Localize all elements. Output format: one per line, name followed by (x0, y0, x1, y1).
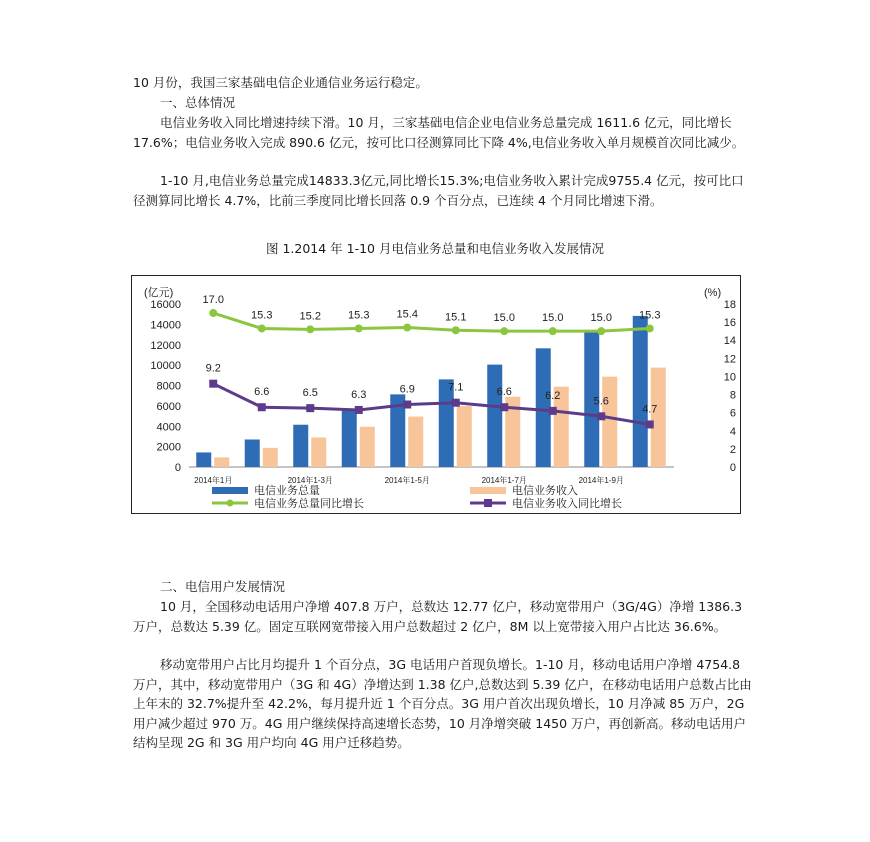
bar-total-volume (293, 425, 308, 467)
point-revenue-growth (258, 403, 266, 411)
section2-p2-text: 移动宽带用户占比月均提升 1 个百分点，3G 电话用户首现负增长。1-10 月，移动电话用户净增 4754.8 万户，其中，移动宽带用户（3G 和 4G）净增达到 1.38 亿户,总数达到 5.39 亿户，在移动电话用户总数占比由上年末的 32.7%提升至 42.2%，每月提升近 1 个百分点。3G 用户首次出现负增长，10 月净减 85 万户，2G 用户减少超过 970 万。4G 用户继续保持高速增长态势，10 月净增突破 1450 万户，再创新高。移动电话用户结构呈现 2G 和 3G 用户均向 4G 用户迁移趋势。 (133, 657, 752, 750)
y-left-tick-label: 2000 (156, 441, 181, 454)
legend-label: 电信业务总量同比增长 (254, 497, 364, 510)
data-label-revenue-growth: 6.5 (302, 387, 318, 400)
y-left-tick-label: 6000 (156, 400, 181, 413)
data-label-total-volume-growth: 15.0 (590, 312, 612, 325)
point-revenue-growth (500, 403, 508, 411)
y-left-tick-label: 10000 (150, 360, 181, 373)
y-left-tick-label: 8000 (156, 380, 181, 393)
bar-total-volume (245, 439, 260, 467)
data-label-total-volume-growth: 15.2 (299, 310, 321, 323)
x-tick-label: 2014年1月 (194, 476, 233, 485)
point-total-volume-growth (355, 324, 363, 332)
y-right-tick-label: 2 (729, 443, 736, 456)
intro-paragraph (133, 73, 753, 93)
point-total-volume-growth (452, 326, 460, 334)
y-right-tick-label: 6 (729, 407, 736, 420)
point-revenue-growth (549, 407, 557, 415)
section1-paragraph-2 (133, 171, 753, 210)
intro-text: 10 月份，我国三家基础电信企业通信业务运行稳定。 (133, 75, 428, 90)
point-revenue-growth (306, 404, 314, 412)
y-right-tick-label: 4 (729, 425, 736, 438)
section2-p1-text: 10 月，全国移动电话用户净增 407.8 万户，总数达 12.77 亿户，移动宽带用户（3G/4G）净增 1386.3 万户，总数达 5.39 亿。固定互联网宽带接入用户总数超过 2 亿户，8M 以上宽带接入用户占比达 36.6%。 (133, 599, 743, 634)
point-revenue-growth (355, 406, 363, 414)
y-left-tick-label: 0 (174, 462, 181, 474)
x-tick-label: 2014年1-5月 (384, 476, 430, 485)
point-total-volume-growth (646, 324, 654, 332)
point-total-volume-growth (306, 325, 314, 333)
data-label-total-volume-growth: 15.3 (639, 309, 661, 322)
section2-heading: 二、电信用户发展情况 (160, 579, 286, 594)
y-left-tick-label: 12000 (150, 339, 181, 352)
legend-label: 电信业务收入 (512, 484, 578, 497)
point-revenue-growth (452, 399, 460, 407)
left-axis-unit: (亿元) (144, 287, 174, 299)
data-label-total-volume-growth: 15.3 (348, 309, 370, 322)
x-tick-label: 2014年1-3月 (287, 476, 333, 485)
y-right-tick-label: 10 (723, 371, 736, 384)
bar-total-volume (536, 348, 551, 467)
y-left-tick-label: 4000 (156, 421, 181, 434)
data-label-total-volume-growth: 15.3 (251, 309, 273, 322)
bar-total-volume (633, 316, 648, 467)
data-label-revenue-growth: 6.6 (496, 386, 512, 399)
y-left-tick-label: 16000 (150, 299, 181, 311)
data-label-total-volume-growth: 15.0 (542, 312, 564, 325)
data-label-total-volume-growth: 15.0 (493, 312, 515, 325)
legend-marker (484, 499, 492, 507)
figure-caption: 图 1.2014 年 1-10 月电信业务总量和电信业务收入发展情况 (265, 241, 604, 256)
point-total-volume-growth (500, 327, 508, 335)
data-label-revenue-growth: 6.2 (545, 389, 561, 402)
data-label-total-volume-growth: 15.4 (396, 308, 418, 321)
y-right-tick-label: 14 (723, 335, 736, 348)
data-label-revenue-growth: 9.2 (205, 362, 221, 375)
bar-revenue (214, 457, 229, 467)
y-right-tick-label: 0 (729, 462, 736, 474)
bar-revenue (311, 437, 326, 467)
y-right-tick-label: 16 (723, 317, 736, 330)
y-left-tick-label: 14000 (150, 319, 181, 332)
point-total-volume-growth (597, 327, 605, 335)
section2-paragraph-1 (133, 597, 753, 636)
bar-total-volume (487, 365, 502, 467)
legend-marker (227, 500, 234, 507)
bar-revenue (408, 417, 423, 467)
section2-paragraph-2 (133, 655, 753, 753)
point-total-volume-growth (209, 309, 217, 317)
section1-paragraph-1 (133, 113, 753, 152)
point-revenue-growth (209, 380, 217, 388)
data-label-revenue-growth: 6.6 (254, 386, 270, 399)
combo-chart (131, 275, 741, 514)
point-total-volume-growth (258, 324, 266, 332)
y-right-tick-label: 12 (723, 353, 736, 366)
section1-heading: 一、总体情况 (160, 95, 236, 110)
section1-p1-text: 电信业务收入同比增速持续下滑。10 月，三家基础电信企业电信业务总量完成 1611.6 亿元，同比增长 17.6%；电信业务收入完成 890.6 亿元，按可比口径测算同比下降 4%,电信业务收入单月规模首次同比减少。 (133, 115, 745, 150)
y-right-tick-label: 18 (723, 299, 736, 311)
point-total-volume-growth (549, 327, 557, 335)
data-label-revenue-growth: 7.1 (448, 381, 464, 394)
point-revenue-growth (403, 401, 411, 409)
data-label-total-volume-growth: 17.0 (202, 294, 224, 307)
data-label-revenue-growth: 6.9 (399, 383, 415, 396)
bar-revenue (457, 406, 472, 467)
bar-revenue (602, 377, 617, 467)
chart-svg (132, 276, 740, 513)
data-label-total-volume-growth: 15.1 (445, 311, 467, 324)
point-revenue-growth (646, 420, 654, 428)
line-total-volume-growth (213, 313, 650, 331)
legend-swatch (470, 487, 506, 494)
data-label-revenue-growth: 4.7 (642, 403, 658, 416)
data-label-revenue-growth: 5.6 (593, 395, 609, 408)
legend-label: 电信业务总量 (254, 484, 320, 497)
x-tick-label: 2014年1-7月 (481, 476, 527, 485)
bar-revenue (263, 448, 278, 467)
x-tick-label: 2014年1-9月 (578, 476, 624, 485)
bar-total-volume (196, 452, 211, 467)
y-right-tick-label: 8 (729, 389, 736, 402)
right-axis-unit: (%) (704, 287, 722, 299)
data-label-revenue-growth: 6.3 (351, 388, 367, 401)
section1-p2-text: 1-10 月,电信业务总量完成14833.3亿元,同比增长15.3%;电信业务收入累计完成9755.4 亿元，按可比口径测算同比增长 4.7%，比前三季度同比增长回落 0.9 个百分点，已连续 4 个月同比增速下滑。 (133, 173, 744, 208)
bar-revenue (360, 427, 375, 467)
legend-swatch (212, 487, 248, 494)
bar-total-volume (342, 409, 357, 467)
legend-label: 电信业务收入同比增长 (512, 497, 622, 510)
point-revenue-growth (597, 412, 605, 420)
point-total-volume-growth (403, 324, 411, 332)
bar-revenue (651, 368, 666, 467)
